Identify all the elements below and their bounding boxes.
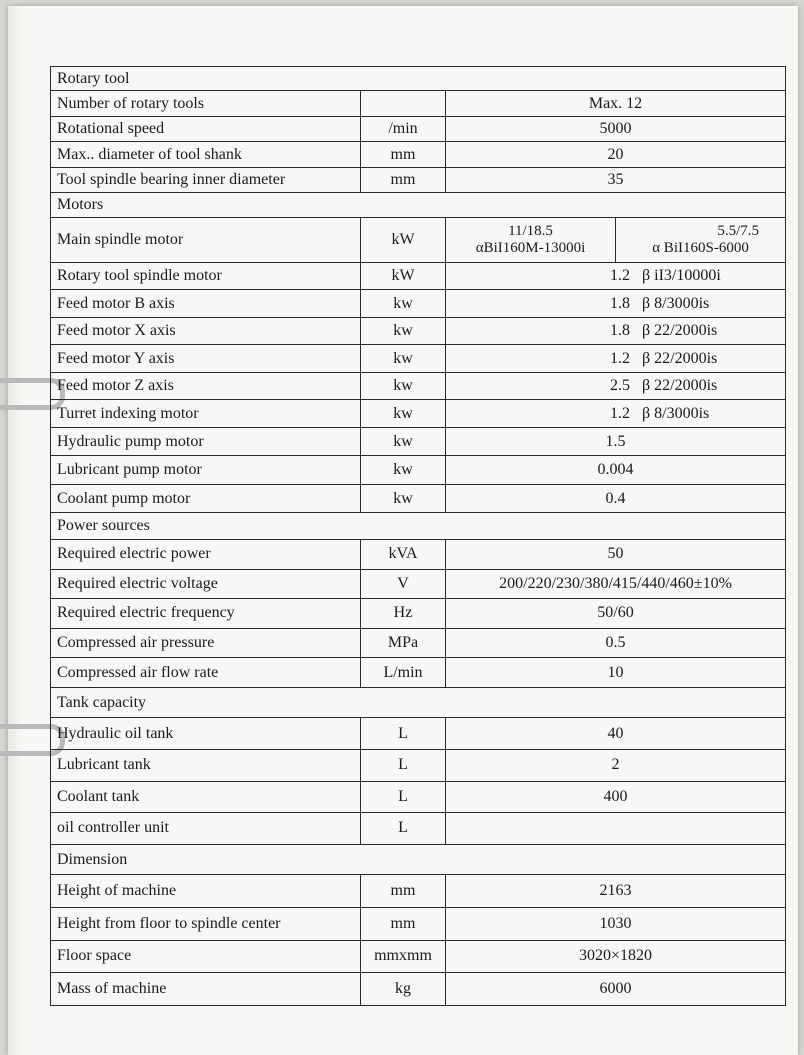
spec-value bbox=[446, 345, 786, 373]
spec-value: 400 bbox=[446, 781, 786, 813]
spec-unit: kW bbox=[361, 217, 446, 262]
spec-unit: kw bbox=[361, 400, 446, 428]
spec-value: 5000 bbox=[446, 116, 786, 141]
motor-model: β 22/2000is bbox=[642, 349, 718, 367]
main-motor-option-a bbox=[446, 218, 616, 262]
table-row bbox=[51, 781, 786, 813]
spec-value: 2 bbox=[446, 749, 786, 781]
specification-table bbox=[50, 66, 786, 1006]
table-row bbox=[51, 658, 786, 688]
motor-power: 1.2 bbox=[610, 404, 630, 422]
table-row bbox=[51, 875, 786, 908]
table-row bbox=[51, 718, 786, 750]
table-row bbox=[51, 167, 786, 192]
spec-value: Max. 12 bbox=[446, 91, 786, 116]
option-b-model: α BiI160S-6000 bbox=[652, 239, 749, 256]
spec-value: 50 bbox=[446, 539, 786, 569]
spec-value: 50/60 bbox=[446, 599, 786, 629]
spec-unit: mmxmm bbox=[361, 940, 446, 973]
table-row bbox=[51, 142, 786, 167]
spec-label: Required electric voltage bbox=[51, 569, 361, 599]
spec-unit: L bbox=[361, 718, 446, 750]
spec-label: Required electric power bbox=[51, 539, 361, 569]
motor-model: β 22/2000is bbox=[642, 377, 718, 395]
spec-value: 0.004 bbox=[446, 456, 786, 485]
spec-label: oil controller unit bbox=[51, 813, 361, 845]
spec-value: 3020×1820 bbox=[446, 940, 786, 973]
spec-unit: /min bbox=[361, 116, 446, 141]
table-row bbox=[51, 628, 786, 658]
section-row bbox=[51, 844, 786, 875]
spec-label: Rotational speed bbox=[51, 116, 361, 141]
spec-value: 0.5 bbox=[446, 628, 786, 658]
motor-model: β 8/3000is bbox=[642, 404, 710, 422]
motor-power: 1.8 bbox=[610, 294, 630, 312]
spec-value: 1030 bbox=[446, 907, 786, 940]
table-row bbox=[51, 400, 786, 428]
spec-label: Coolant pump motor bbox=[51, 484, 361, 513]
table-row bbox=[51, 427, 786, 456]
spec-unit: kg bbox=[361, 973, 446, 1006]
spec-unit: kw bbox=[361, 427, 446, 456]
spec-unit: L/min bbox=[361, 658, 446, 688]
spec-unit: L bbox=[361, 749, 446, 781]
spec-unit: kw bbox=[361, 317, 446, 345]
table-row bbox=[51, 907, 786, 940]
spec-label: Feed motor X axis bbox=[51, 317, 361, 345]
spec-value: 2163 bbox=[446, 875, 786, 908]
spec-unit: kw bbox=[361, 484, 446, 513]
table-row bbox=[51, 91, 786, 116]
table-row bbox=[51, 290, 786, 318]
spec-label: Feed motor B axis bbox=[51, 290, 361, 318]
option-b-power: 5.5/7.5 bbox=[717, 222, 760, 239]
table-row bbox=[51, 116, 786, 141]
table-row bbox=[51, 539, 786, 569]
section-title-dimension: Dimension bbox=[51, 844, 786, 875]
page-edge bbox=[8, 6, 22, 1055]
table-row bbox=[51, 813, 786, 845]
spec-value bbox=[446, 262, 786, 290]
table-row bbox=[51, 317, 786, 345]
spec-label: Max.. diameter of tool shank bbox=[51, 142, 361, 167]
table-row bbox=[51, 973, 786, 1006]
spec-unit bbox=[361, 91, 446, 116]
table-row bbox=[51, 262, 786, 290]
main-motor-option-b bbox=[616, 218, 785, 262]
spec-label: Compressed air pressure bbox=[51, 628, 361, 658]
spec-label: Feed motor Y axis bbox=[51, 345, 361, 373]
motor-power: 1.8 bbox=[610, 322, 630, 340]
section-title-power-sources: Power sources bbox=[51, 513, 786, 540]
spec-label: Required electric frequency bbox=[51, 599, 361, 629]
section-row bbox=[51, 513, 786, 540]
spec-unit: L bbox=[361, 781, 446, 813]
spec-label: Compressed air flow rate bbox=[51, 658, 361, 688]
motor-model: β 22/2000is bbox=[642, 322, 718, 340]
spec-value bbox=[446, 372, 786, 400]
table-row bbox=[51, 345, 786, 373]
spec-value bbox=[446, 317, 786, 345]
spec-value bbox=[446, 400, 786, 428]
spec-unit: kw bbox=[361, 345, 446, 373]
spec-label: Mass of machine bbox=[51, 973, 361, 1006]
spec-label: Coolant tank bbox=[51, 781, 361, 813]
spec-unit: mm bbox=[361, 875, 446, 908]
spec-value: 0.4 bbox=[446, 484, 786, 513]
spec-unit: V bbox=[361, 569, 446, 599]
spec-label: Hydraulic oil tank bbox=[51, 718, 361, 750]
table-row bbox=[51, 217, 786, 262]
spec-unit: mm bbox=[361, 142, 446, 167]
spec-value: 6000 bbox=[446, 973, 786, 1006]
section-title-motors: Motors bbox=[51, 193, 786, 217]
spec-value: 1.5 bbox=[446, 427, 786, 456]
spec-label: Lubricant tank bbox=[51, 749, 361, 781]
spec-label: Rotary tool spindle motor bbox=[51, 262, 361, 290]
spec-value: 35 bbox=[446, 167, 786, 192]
option-a-power: 11/18.5 bbox=[508, 222, 553, 239]
spec-value: 20 bbox=[446, 142, 786, 167]
spec-value bbox=[446, 290, 786, 318]
motor-power: 1.2 bbox=[610, 349, 630, 367]
spec-unit: MPa bbox=[361, 628, 446, 658]
table-row bbox=[51, 940, 786, 973]
spec-label: Tool spindle bearing inner diameter bbox=[51, 167, 361, 192]
table-row bbox=[51, 569, 786, 599]
section-row bbox=[51, 67, 786, 91]
motor-power: 2.5 bbox=[610, 377, 630, 395]
spec-value: 10 bbox=[446, 658, 786, 688]
spec-unit: mm bbox=[361, 167, 446, 192]
section-title-tank-capacity: Tank capacity bbox=[51, 687, 786, 718]
spec-unit: kW bbox=[361, 262, 446, 290]
spec-unit: kw bbox=[361, 456, 446, 485]
section-row bbox=[51, 193, 786, 217]
table-row bbox=[51, 749, 786, 781]
motor-model: β iI3/10000i bbox=[642, 266, 721, 284]
spec-value: 200/220/230/380/415/440/460±10% bbox=[446, 569, 786, 599]
section-row bbox=[51, 687, 786, 718]
spec-label: Floor space bbox=[51, 940, 361, 973]
main-spindle-motor-options bbox=[446, 217, 786, 262]
spec-label: Feed motor Z axis bbox=[51, 372, 361, 400]
spec-label: Main spindle motor bbox=[51, 217, 361, 262]
section-title-rotary-tool: Rotary tool bbox=[51, 67, 786, 91]
spec-label: Turret indexing motor bbox=[51, 400, 361, 428]
spec-unit: mm bbox=[361, 907, 446, 940]
table-row bbox=[51, 372, 786, 400]
spec-unit: L bbox=[361, 813, 446, 845]
table-row bbox=[51, 456, 786, 485]
spec-label: Number of rotary tools bbox=[51, 91, 361, 116]
spec-label: Lubricant pump motor bbox=[51, 456, 361, 485]
spec-label: Hydraulic pump motor bbox=[51, 427, 361, 456]
spec-unit: kw bbox=[361, 290, 446, 318]
spec-label: Height from floor to spindle center bbox=[51, 907, 361, 940]
table-row bbox=[51, 599, 786, 629]
option-a-model: αBiI160M-13000i bbox=[475, 239, 586, 256]
table-row bbox=[51, 484, 786, 513]
spec-unit: Hz bbox=[361, 599, 446, 629]
spec-unit: kw bbox=[361, 372, 446, 400]
spec-unit: kVA bbox=[361, 539, 446, 569]
spec-value bbox=[446, 813, 786, 845]
motor-model: β 8/3000is bbox=[642, 294, 710, 312]
spec-value: 40 bbox=[446, 718, 786, 750]
motor-power: 1.2 bbox=[610, 266, 630, 284]
spec-label: Height of machine bbox=[51, 875, 361, 908]
